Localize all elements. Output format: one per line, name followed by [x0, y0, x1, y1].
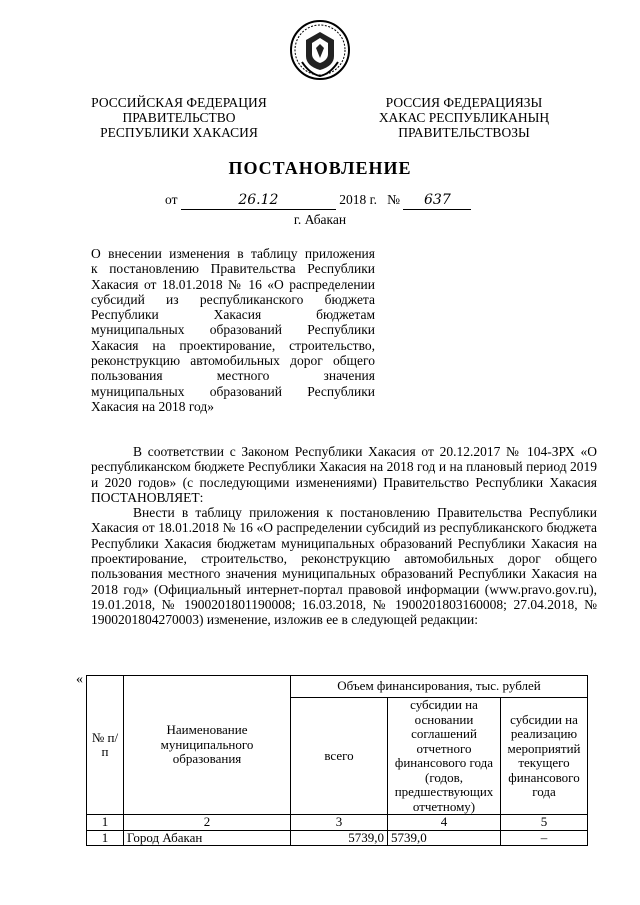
date-prefix: от: [165, 192, 178, 207]
subject-line: Хакасия на проектирование, строительство,: [91, 337, 375, 353]
subject-line: муниципальных образований Республики: [91, 383, 375, 399]
number-sign: №: [387, 192, 401, 207]
subject-line: Хакасия от 18.01.2018 № 16 «О распределении: [91, 276, 375, 292]
index-cell: 3: [291, 815, 388, 831]
date-number-line: [165, 192, 471, 210]
subject-line: О внесении изменения в таблицу приложения: [91, 246, 375, 261]
subject-line: субсидий из республиканского бюджета: [91, 291, 375, 307]
header-right-line: РОССИЯ ФЕДЕРАЦИЯЗЫ: [385, 95, 543, 110]
financing-table: [86, 675, 588, 846]
header-left: [69, 95, 289, 140]
document-title: ПОСТАНОВЛЕНИЕ: [228, 158, 412, 178]
index-cell: 2: [124, 815, 291, 831]
row-cur: –: [501, 830, 588, 846]
row-name: Город Абакан: [124, 830, 291, 846]
header-left-line: РЕСПУБЛИКИ ХАКАСИЯ: [100, 125, 258, 140]
header-left-line: ПРАВИТЕЛЬСТВО: [122, 110, 236, 125]
header-right: [354, 95, 574, 140]
date-handwritten: 26.12: [181, 193, 336, 210]
city: г. Абакан: [293, 212, 347, 227]
subject-line: муниципальных образований Республики: [91, 322, 375, 338]
header-name: Наименование муниципального образования: [124, 676, 291, 815]
subject-block: [91, 246, 375, 414]
header-left-line: РОССИЙСКАЯ ФЕДЕРАЦИЯ: [91, 95, 267, 110]
subject-line: к постановлению Правительства Республики: [91, 261, 375, 277]
header-right-line: ПРАВИТЕЛЬСТВОЗЫ: [398, 125, 530, 140]
header-sub-cur: субсидии на реализацию мероприятий текущего финансового года: [501, 698, 588, 815]
date-year: 2018 г.: [339, 192, 377, 207]
body-text: [91, 444, 597, 628]
number-handwritten: 637: [403, 193, 471, 210]
header-right-line: ХАКАС РЕСПУБЛИКАНЫҢ: [378, 110, 550, 125]
header-total: всего: [291, 698, 388, 815]
paragraph-basis: В соответствии с Законом Республики Хакасия от 20.12.2017 № 104-ЗРХ «О республиканском бюджете Республики Хакасия на 2018 год и на плановый период 2019 и 2020 годов» (с последующими изменениями) Правительство Республики Хакасия ПОСТАНОВЛЯЕТ:: [91, 444, 597, 505]
row-total: 5739,0: [291, 830, 388, 846]
subject-line: пользования местного значения: [91, 368, 375, 384]
index-cell: 1: [87, 815, 124, 831]
subject-line: Хакасия на 2018 год»: [91, 398, 215, 414]
header-sub-prev: субсидии на основании соглашений отчетного финансового года (годов, предшествующих отчетному): [388, 698, 501, 815]
subject-line: Республики Хакасия бюджетам: [91, 307, 375, 323]
index-row: [87, 815, 588, 831]
table-row: [87, 830, 588, 846]
index-cell: 4: [388, 815, 501, 831]
index-cell: 5: [501, 815, 588, 831]
row-num: 1: [87, 830, 124, 846]
subject-line: реконструкцию автомобильных дорог общего: [91, 353, 375, 369]
coat-of-arms-emblem: [288, 18, 352, 82]
header-num: № п/п: [87, 676, 124, 815]
paragraph-resolution: Внести в таблицу приложения к постановлению Правительства Республики Хакасия от 18.01.2018 № 16 «О распределении субсидий из республиканского бюджета Республики Хакасия бюджетам муниципальных образований Республики Хакасия на проектирование, строительство, реконструкцию автомобильных дорог общего пользования местного значения муниципальных образований Республики Хакасия на 2018 год» (Официальный интернет-портал правовой информации (www.pravo.gov.ru), 19.01.2018, № 1900201801190008; 16.03.2018, № 1900201803160008; 27.04.2018, № 1900201804270003) изменение, изложив ее в следующей редакции:: [91, 505, 597, 628]
opening-quote: «: [76, 672, 83, 687]
row-prev: 5739,0: [388, 830, 501, 846]
header-group: Объем финансирования, тыс. рублей: [291, 676, 588, 698]
